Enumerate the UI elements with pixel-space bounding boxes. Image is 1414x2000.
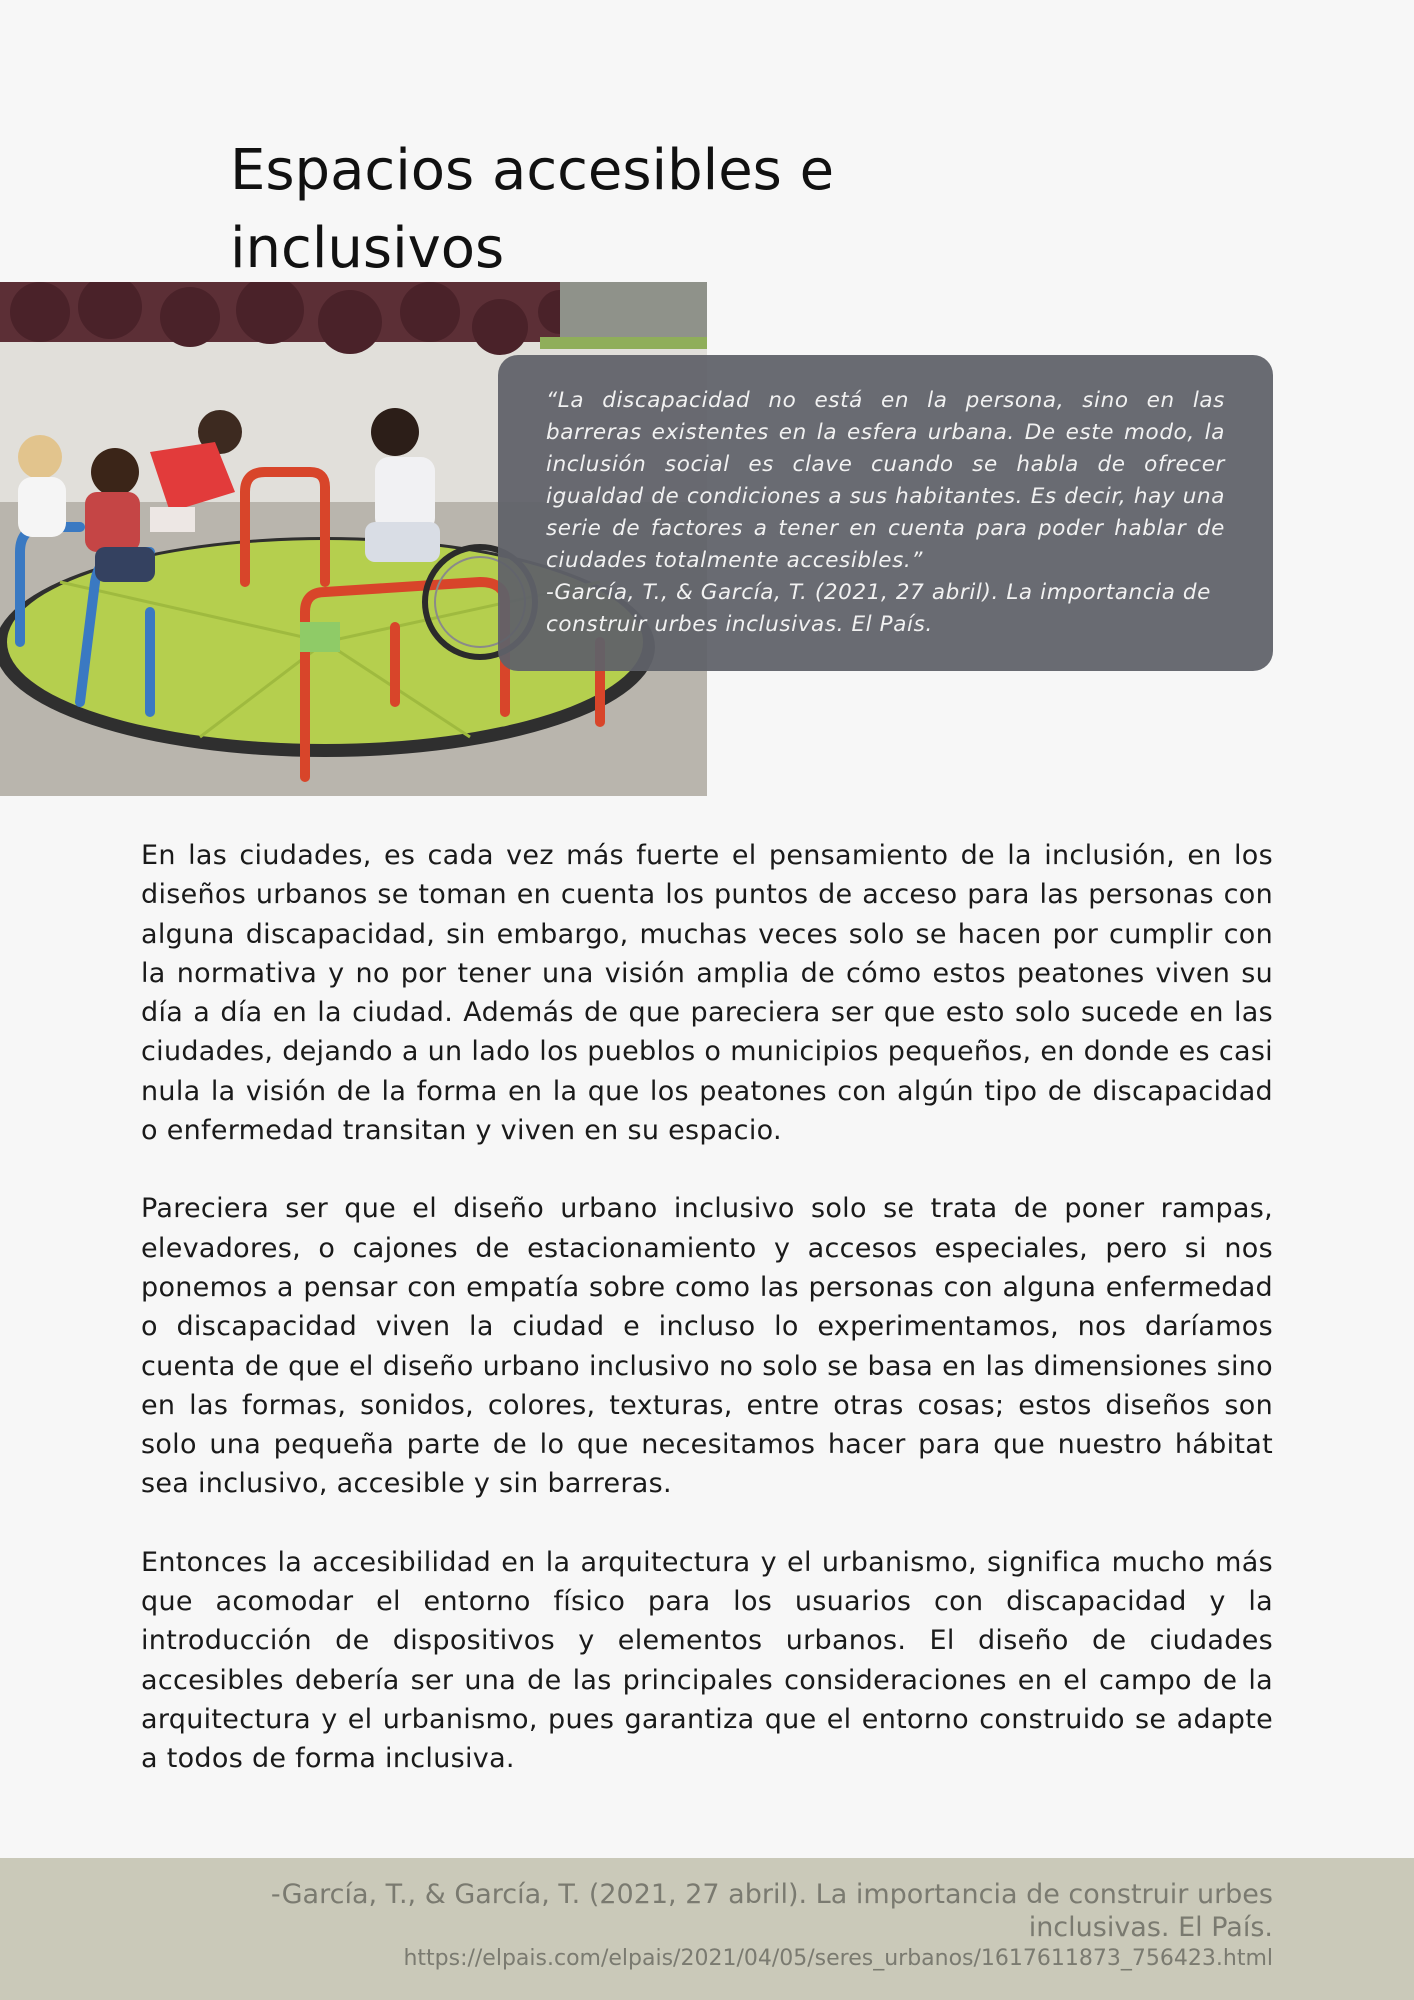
paragraph-1: En las ciudades, es cada vez más fuerte el pensamiento de la inclusión, en los diseños urbanos se toman en cuenta los puntos de acceso para las personas con alguna discapacidad, sin embargo, muchas veces solo se hacen por cumplir con la normativa y no por tener una visión amplia de cómo estos peatones viven su día a día en la ciudad. Además de que pareciera ser que esto solo sucede en las ciudades, dejando a un lado los pueblos o municipios pequeños, en donde es casi nula la visión de la forma en la que los peatones con algún tipo de discapacidad o enfermedad transitan y viven en su espacio. bbox=[141, 840, 1273, 1147]
paragraph-3: Entonces la accesibilidad en la arquitectura y el urbanismo, significa mucho más que acomodar el entorno físico para los usuarios con discapacidad y la introducción de dispositivos y elementos urbanos. El diseño de ciudades accesibles debería ser una de las principales consideraciones en el campo de la arquitectura y el urbanismo, pues garantiza que el entorno construido se adapte a todos de forma inclusiva. bbox=[141, 1546, 1273, 1775]
footer-citation: -García, T., & García, T. (2021, 27 abril). La importancia de construir urbes inclusivas. El País. bbox=[270, 1879, 1273, 1943]
paragraph-2: Pareciera ser que el diseño urbano inclusivo solo se trata de poner rampas, elevadores, o cajones de estacionamiento y accesos especiales, pero si nos ponemos a pensar con empatía sobre como las personas con alguna enfermedad o discapacidad viven la ciudad e incluso lo experimentamos, nos daríamos cuenta de que el diseño urbano inclusivo no solo se basa en las dimensiones sino en las formas, sonidos, colores, texturas, entre otras cosas; estos diseños son solo una pequeña parte de lo que necesitamos hacer para que nuestro hábitat sea inclusivo, accesible y sin barreras. bbox=[141, 1193, 1273, 1500]
footer-band bbox=[0, 1858, 1414, 2000]
page-title: Espacios accesibles e inclusivos bbox=[230, 138, 835, 281]
article-body bbox=[141, 836, 1273, 1818]
quote-source: -García, T., & García, T. (2021, 27 abril). La importancia de construir urbes inclusivas. El País. bbox=[546, 580, 1212, 637]
quote-box bbox=[498, 355, 1273, 671]
footer-url-link[interactable]: https://elpais.com/elpais/2021/04/05/seres_urbanos/1617611873_756423.html bbox=[403, 1946, 1273, 1971]
quote-text: “La discapacidad no está en la persona, sino en las barreras existentes en la esfera urbana. De este modo, la inclusión social es clave cuando se habla de ofrecer igualdad de condiciones a sus habitantes. Es decir, hay una serie de factores a tener en cuenta para poder hablar de ciudades totalmente accesibles.” bbox=[546, 388, 1225, 573]
